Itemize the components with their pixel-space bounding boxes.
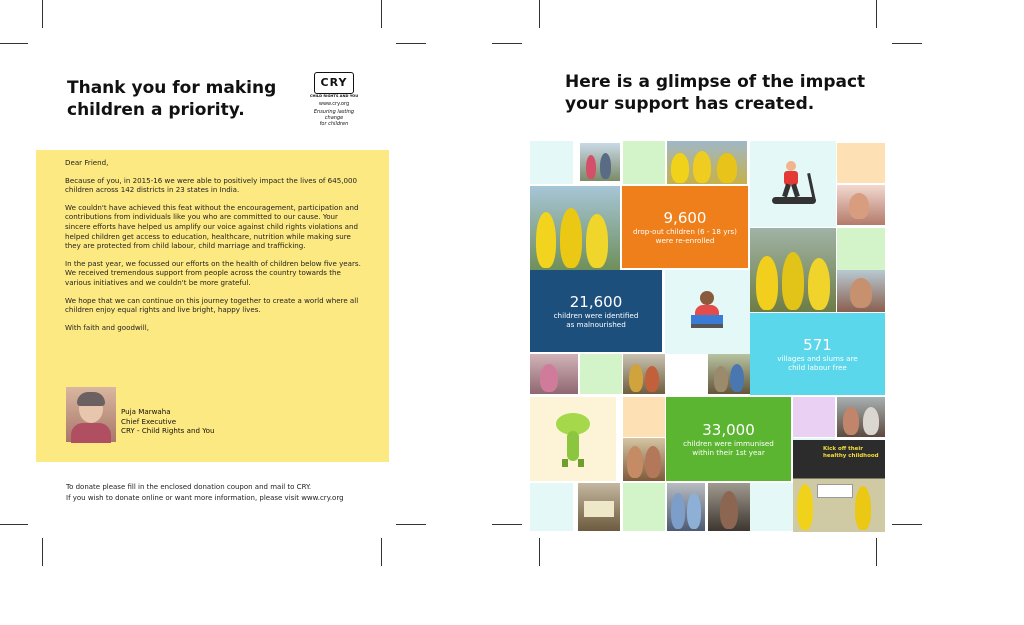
stat-label: as malnourished	[566, 319, 626, 329]
signer-title: Chief Executive	[121, 416, 177, 426]
stat-number: 9,600	[663, 208, 707, 227]
crop-mark	[892, 43, 922, 44]
title-line: your support has created.	[565, 94, 815, 114]
stat-immunised	[666, 397, 791, 481]
crop-mark	[892, 524, 922, 525]
signer-org: CRY - Child Rights and You	[121, 426, 215, 436]
treadmill-illustration	[762, 153, 824, 215]
signature-block	[121, 407, 214, 436]
stat-label: drop-out children (6 - 18 yrs)	[633, 226, 737, 236]
letter-paragraph: We hope that we can continue on this journey together to create a world where all children enjoy equal rights and live bright, happy lives.	[65, 295, 359, 315]
pastel-tile	[837, 143, 885, 183]
crop-mark	[396, 524, 426, 525]
crop-mark	[42, 538, 43, 566]
stat-label: child labour free	[788, 362, 847, 372]
women-sign-photo	[623, 354, 665, 394]
mother-child-photo	[530, 354, 578, 394]
stat-label: within their 1st year	[692, 447, 765, 457]
logo-mark: CRY	[314, 72, 354, 94]
letter-paragraph: In the past year, we focussed our efforts on the health of children below five years. We received tremendous support from people across the country towards the various initiatives and we couldn't be more grateful.	[65, 258, 361, 287]
signer-photo	[66, 387, 116, 442]
title-line: Here is a glimpse of the impact	[565, 72, 866, 92]
letter-panel	[36, 150, 389, 462]
stat-malnourished	[530, 270, 662, 352]
cry-logo	[309, 72, 359, 127]
stat-label: children were identified	[553, 310, 639, 320]
girl-portrait-photo	[837, 270, 885, 312]
crop-mark	[42, 0, 43, 28]
crop-mark	[539, 0, 540, 28]
title-line: Thank you for making	[67, 78, 277, 98]
stat-label: children were immunised	[683, 438, 774, 448]
crop-mark	[492, 43, 522, 44]
crop-mark	[381, 0, 382, 28]
children-photo	[580, 143, 620, 181]
stat-number: 21,600	[569, 292, 623, 311]
crop-mark	[539, 538, 540, 566]
crop-mark	[0, 43, 28, 44]
pastel-tile	[750, 483, 793, 531]
logo-tagline: Ensuring lasting change	[313, 109, 355, 121]
stat-reenrolled	[622, 186, 748, 268]
group-yellow-photo	[750, 228, 836, 312]
pastel-tile	[623, 483, 665, 531]
logo-sub: CHILD RIGHTS AND YOU	[309, 94, 359, 98]
crop-mark	[0, 524, 28, 525]
pastel-tile	[623, 397, 665, 437]
man-portrait-photo	[708, 483, 750, 531]
pastel-tile	[530, 141, 573, 184]
crop-mark	[381, 538, 382, 566]
right-page-title	[565, 71, 885, 115]
donation-line: If you wish to donate online or want more information, please visit www.cry.org	[66, 494, 344, 502]
pastel-tile	[623, 141, 665, 184]
left-page-title	[67, 77, 307, 121]
broccoli-illustration	[552, 411, 596, 469]
stat-label: villages and slums are	[777, 353, 858, 363]
village-children-photo	[708, 354, 750, 394]
boys-portrait-photo	[837, 397, 885, 437]
logo-url: www.cry.org	[318, 101, 350, 107]
signer-name: Puja Marwaha	[121, 407, 171, 416]
child-smile-photo	[837, 185, 885, 225]
crop-mark	[492, 524, 522, 525]
pastel-tile	[793, 397, 835, 437]
yellow-shirts-photo	[530, 186, 620, 270]
pastel-tile	[580, 354, 622, 394]
reading-illustration	[685, 287, 730, 333]
donation-note	[66, 482, 344, 504]
logo-tagline: for children	[319, 121, 349, 127]
letter-greeting: Dear Friend,	[65, 158, 109, 167]
event-banner-photo	[793, 440, 885, 532]
stat-label: were re-enrolled	[655, 235, 715, 245]
impact-mosaic	[530, 141, 886, 532]
kids-placard-photo	[578, 483, 620, 531]
pastel-tile	[530, 483, 573, 531]
schoolboys-photo	[667, 483, 705, 531]
letter-paragraph: Because of you, in 2015-16 we were able to positively impact the lives of 645,000 children across 142 districts in 23 states in India.	[65, 175, 358, 195]
letter-body	[65, 158, 365, 340]
pastel-tile	[837, 228, 885, 270]
donation-line: To donate please fill in the enclosed donation coupon and mail to CRY.	[66, 483, 312, 491]
crop-mark	[396, 43, 426, 44]
volunteers-photo	[667, 141, 747, 184]
stat-number: 33,000	[702, 420, 755, 439]
two-children-photo	[623, 438, 665, 481]
title-line: children a priority.	[67, 100, 245, 120]
banner-caption: Kick off their healthy childhood	[823, 446, 879, 459]
letter-paragraph: We couldn't have achieved this feat without the encouragement, participation and contributions from individuals like you who are committed to our cause. Your sincere efforts have helped us amplify our voice against child rights violations and helped children get access to education, healthcare, nutrition while making sure they are protected from child labour, child marriage and trafficking.	[65, 202, 359, 251]
letter-closing: With faith and goodwill,	[65, 322, 149, 332]
crop-mark	[876, 0, 877, 28]
stat-number: 571	[803, 335, 832, 354]
crop-mark	[876, 538, 877, 566]
stat-labour-free	[750, 313, 885, 395]
